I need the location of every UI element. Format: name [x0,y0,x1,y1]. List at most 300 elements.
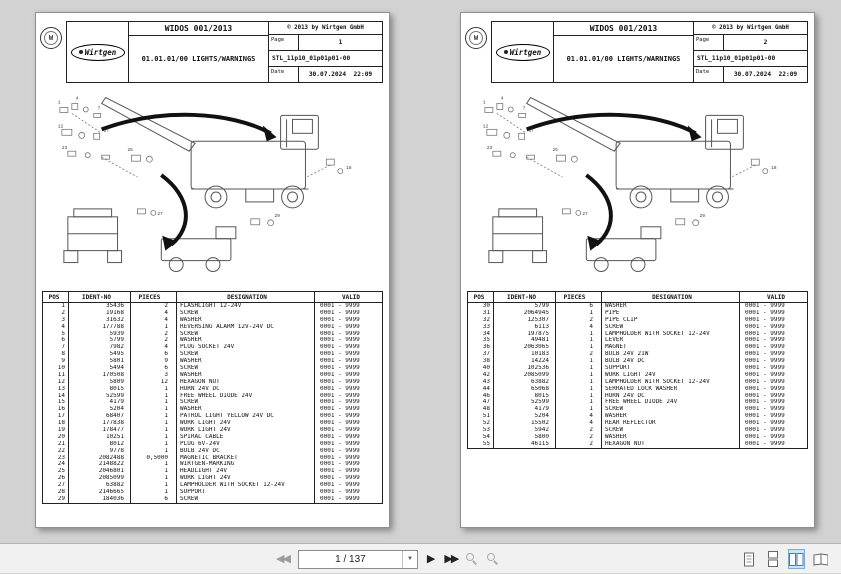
table-cell: 0,5000 [131,455,177,462]
table-cell: 6 [556,303,602,310]
book-view-icon[interactable] [812,549,829,569]
table-cell: 0001 - 9999 [320,482,360,489]
table-cell: 0001 - 9999 [320,447,360,454]
table-cell: FREE WHEEL DIODE 24V [602,399,740,406]
table-cell: 43 [468,379,494,386]
header-middle-cell [554,22,694,82]
table-row [43,303,382,310]
table-row [43,351,382,358]
table-cell: 0001 - 9999 [745,420,785,427]
table-row [468,420,807,427]
zoom-in-icon[interactable] [487,553,499,565]
table-cell: WASHER [177,372,315,379]
table-cell: 0001 - 9999 [320,371,360,378]
table-cell: 2085099 [494,372,556,379]
table-cell: 53 [468,427,494,434]
table-cell: BULB 24V DC [602,358,740,365]
table-cell: LEVER [602,337,740,344]
table-cell: 2146665 [69,489,131,496]
table-cell: WASHER [602,303,740,310]
table-cell: 36 [468,344,494,351]
table-cell: 0001 - 9999 [320,323,360,330]
header-right-cell [694,22,807,82]
table-row [468,427,807,434]
table-cell: 10 [43,365,69,372]
table-cell: 0001 - 9999 [320,330,360,337]
table-cell: 1 [131,461,177,468]
date-label: Date [269,67,299,82]
doc-title: WIDOS 001/2013 [129,22,268,36]
table-cell: REAR REFLECTOR [602,420,740,427]
table-cell: 1 [131,468,177,475]
table-cell: PIPE [602,310,740,317]
table-cell: 4179 [494,406,556,413]
table-cell: 1 [131,475,177,482]
table-cell: 12 [131,379,177,386]
table-cell: 1 [556,344,602,351]
table-cell: 2082488 [69,455,131,462]
column-header: POS [43,292,69,302]
table-cell: 49481 [494,337,556,344]
viewer-toolbar [0,543,841,573]
table-cell: 0001 - 9999 [320,316,360,323]
table-cell: 5799 [69,337,131,344]
table-row [468,386,807,393]
table-cell: 7982 [69,344,131,351]
table-row [43,310,382,317]
table-cell: 7 [43,344,69,351]
table-cell: 19168 [69,310,131,317]
table-row [43,489,382,496]
page-number-value: 1 [338,39,343,46]
table-cell: 1 [43,303,69,310]
table-cell: 52599 [69,393,131,400]
table-cell: SCREW [177,365,315,372]
table-cell: 0001 - 9999 [745,344,785,351]
table-row [468,344,807,351]
table-row [468,434,807,441]
doc-code: STL_11p10_01p01p01-00 [269,51,382,67]
table-cell: REVERSING ALARM 12V-24V DC [177,324,315,331]
table-cell: 2046801 [69,468,131,475]
page-navigation [276,544,499,574]
table-cell: 0001 - 9999 [745,378,785,385]
table-cell: 1 [131,448,177,455]
table-row [43,365,382,372]
table-row [468,406,807,413]
table-cell: 33 [468,324,494,331]
copyright-text: © 2013 by Wirtgen GmbH [269,22,382,35]
table-cell: 28 [43,489,69,496]
table-row [43,455,382,462]
table-cell: 0001 - 9999 [320,433,360,440]
table-row [468,379,807,386]
table-cell: 37 [468,351,494,358]
column-header: VALID [766,294,786,301]
table-cell: SUPPORT [177,489,315,496]
table-cell: 1 [131,413,177,420]
table-cell: 1 [556,365,602,372]
table-row [468,303,807,310]
table-cell: WORK LIGHT 24V [177,427,315,434]
table-cell: 8015 [494,393,556,400]
facing-pages-view-icon[interactable] [788,549,805,569]
table-cell: 2 [556,441,602,448]
pdf-page-2 [460,12,815,528]
table-cell: SCREW [602,427,740,434]
table-cell: 0001 - 9999 [745,303,785,309]
table-row [43,317,382,324]
date-label: Date [694,67,724,82]
table-cell: 3 [43,317,69,324]
table-cell: 0001 - 9999 [320,489,360,496]
table-cell: 2085099 [69,475,131,482]
table-row [43,434,382,441]
table-cell: WASHER [177,317,315,324]
page-label: Page [694,35,724,50]
table-cell: 23 [43,455,69,462]
table-cell: 5204 [494,413,556,420]
parts-table-header [468,292,807,303]
header-middle-cell [129,22,269,82]
table-row [43,420,382,427]
table-cell: 44 [468,386,494,393]
table-cell: 0001 - 9999 [320,351,360,358]
table-cell: 55 [468,441,494,448]
section-title: 01.01.01/00 LIGHTS/WARNINGS [566,55,681,63]
table-cell: 4179 [69,399,131,406]
table-cell: 1 [556,406,602,413]
table-cell: 0001 - 9999 [320,337,360,344]
table-cell: 9778 [69,448,131,455]
table-cell: 5799 [494,303,556,310]
table-cell: 2063065 [494,344,556,351]
pdf-page-1 [35,12,390,528]
table-cell: 5800 [494,434,556,441]
table-cell: 4 [556,324,602,331]
table-cell: 22 [43,448,69,455]
table-cell: 0001 - 9999 [320,413,360,420]
view-mode-buttons [740,544,829,574]
date-row [694,67,807,82]
page-number-box[interactable] [298,550,418,569]
first-page-button[interactable]: ◀◀ [276,552,289,565]
table-cell: 0001 - 9999 [745,316,785,323]
table-row [468,365,807,372]
table-cell: 1 [556,399,602,406]
table-cell: 0001 - 9999 [745,413,785,420]
table-cell: 65068 [494,386,556,393]
table-cell: 31 [468,310,494,317]
table-cell: 63882 [494,379,556,386]
table-cell: 35 [468,337,494,344]
table-cell: 2 [556,351,602,358]
table-cell: 1 [556,393,602,400]
table-cell: 1 [131,420,177,427]
table-row [468,393,807,400]
table-cell: 178477 [69,427,131,434]
table-cell: 32 [468,317,494,324]
table-row [43,427,382,434]
table-cell: SUPPORT [602,365,740,372]
table-cell: 1 [556,337,602,344]
table-row [43,475,382,482]
table-cell: LAMPHOLDER WITH SOCKET 12-24V [177,482,315,489]
page-number-row [269,35,382,51]
table-cell: 0001 - 9999 [320,365,360,372]
table-cell: 35436 [69,303,131,310]
table-cell: SCREW [177,496,315,503]
table-cell: 8012 [69,441,131,448]
table-cell: 197875 [494,331,556,338]
section-title: 01.01.01/00 LIGHTS/WARNINGS [141,55,256,63]
table-cell: 1 [556,386,602,393]
table-cell: 0001 - 9999 [745,309,785,316]
table-cell: 63882 [69,482,131,489]
table-cell: SPIRAL CABLE [177,434,315,441]
parts-table-body [43,303,382,503]
table-cell: SCREW [177,331,315,338]
table-cell: HORN 24V DC [177,386,315,393]
table-cell: 68407 [69,413,131,420]
table-cell: WORK LIGHT 24V [177,475,315,482]
table-cell: 46115 [494,441,556,448]
table-row [43,482,382,489]
table-cell: 1 [556,310,602,317]
table-cell: PLUG SOCKET 24V [177,344,315,351]
table-cell: 0001 - 9999 [320,344,360,351]
table-cell: 5801 [69,358,131,365]
date-value: 30.07.2024 22:09 [308,71,373,78]
table-cell: FREE WHEEL DIODE 24V [177,393,315,400]
table-cell: 0001 - 9999 [745,330,785,337]
wirtgen-badge-icon: W [465,27,487,49]
table-cell: 177838 [69,420,131,427]
table-row [43,379,382,386]
wirtgen-badge-icon: W [40,27,62,49]
table-cell: 0001 - 9999 [745,337,785,344]
column-header: IDENT-NO [494,292,556,302]
table-cell: 2 [131,303,177,310]
table-row [43,399,382,406]
table-cell: 0001 - 9999 [745,392,785,399]
table-cell: LAMPHOLDER WITH SOCKET 12-24V [602,379,740,386]
table-cell: 6 [131,496,177,503]
table-cell: 14224 [494,358,556,365]
table-row [43,386,382,393]
table-cell: 1 [556,358,602,365]
table-cell: 10251 [69,434,131,441]
table-cell: 38 [468,358,494,365]
table-cell: 5939 [69,331,131,338]
table-cell: HEXAGON NUT [177,379,315,386]
table-cell: 54 [468,434,494,441]
column-header: DESIGNATION [177,292,315,302]
table-row [43,344,382,351]
next-page-button[interactable]: ▶ [426,552,436,565]
table-cell: 0001 - 9999 [320,475,360,482]
date-value: 30.07.2024 22:09 [733,71,798,78]
table-cell: 2148822 [69,461,131,468]
table-cell: 1 [556,372,602,379]
column-header: PIECES [131,292,177,302]
continuous-scroll-view-icon[interactable] [764,549,781,569]
table-row [43,324,382,331]
table-cell: 4 [556,420,602,427]
table-cell: MAGNET [602,344,740,351]
doc-title: WIDOS 001/2013 [554,22,693,36]
table-cell: 0001 - 9999 [745,351,785,358]
table-cell: 0001 - 9999 [320,399,360,406]
table-cell: 30 [468,303,494,310]
table-row [43,441,382,448]
table-cell: LAMPHOLDER WITH SOCKET 12-24V [602,331,740,338]
table-cell: 6 [131,365,177,372]
table-cell: 2 [131,331,177,338]
table-row [43,393,382,400]
table-cell: 1 [131,406,177,413]
table-cell: FLASHLIGHT 12-24V [177,303,315,310]
table-row [468,351,807,358]
table-cell: 0001 - 9999 [745,323,785,330]
table-cell: 4 [556,413,602,420]
column-header: PIECES [556,292,602,302]
parts-table [42,291,383,504]
table-cell: 0001 - 9999 [745,399,785,406]
table-cell: 34 [468,331,494,338]
table-cell: 20 [43,434,69,441]
logo-dot-icon [79,50,83,54]
table-cell: 0001 - 9999 [320,454,360,461]
table-cell: 2 [556,427,602,434]
table-cell: 1 [131,434,177,441]
zoom-out-icon[interactable] [466,553,478,565]
page-header [491,21,808,83]
table-cell: 8015 [69,386,131,393]
table-cell: 12 [43,379,69,386]
table-cell: 5942 [494,427,556,434]
table-cell: 1 [131,324,177,331]
parts-table-header [43,292,382,303]
table-cell: PLUG 6V-24V [177,441,315,448]
table-cell: 2 [131,337,177,344]
page-number-input[interactable] [299,554,402,565]
table-cell: 5494 [69,365,131,372]
table-cell: SCREW [602,324,740,331]
table-row [468,337,807,344]
table-cell: 2 [43,310,69,317]
table-cell: 3 [131,372,177,379]
table-row [43,358,382,365]
table-cell: 2 [556,434,602,441]
table-cell: 1 [131,489,177,496]
table-cell: 29 [43,496,69,503]
table-cell: 52 [468,420,494,427]
column-header: IDENT-NO [69,292,131,302]
table-cell: 16 [43,406,69,413]
table-cell: 18 [43,420,69,427]
table-cell: HEXAGON NUT [602,441,740,448]
last-page-button[interactable]: ▶▶ [444,552,458,565]
table-cell: SCREW [177,399,315,406]
column-header: VALID [341,294,361,301]
table-cell: 0001 - 9999 [320,461,360,468]
table-cell: 0001 - 9999 [320,406,360,413]
table-cell: 19 [43,427,69,434]
table-cell: 24 [43,461,69,468]
table-cell: 0001 - 9999 [745,427,785,434]
table-row [43,372,382,379]
table-cell: 15 [43,399,69,406]
column-header: POS [468,292,494,302]
table-cell: MAGNETIC BRACKET [177,455,315,462]
table-cell: 0001 - 9999 [320,385,360,392]
column-header: DESIGNATION [602,292,740,302]
table-cell: 0001 - 9999 [745,440,785,447]
table-cell: 4 [131,317,177,324]
table-row [468,441,807,448]
table-cell: WASHER [177,358,315,365]
logo-text: Wirtgen [509,47,542,57]
page-header [66,21,383,83]
table-cell: 0001 - 9999 [745,371,785,378]
page-number-row [694,35,807,51]
table-cell: 25 [43,468,69,475]
table-cell: 42 [468,372,494,379]
table-cell: 6113 [494,324,556,331]
table-cell: PATROL LIGHT YELLOW 24V DC [177,413,315,420]
table-cell: 1 [131,393,177,400]
table-cell: 8 [43,351,69,358]
table-cell: 27 [43,482,69,489]
table-cell: 125307 [494,317,556,324]
table-cell: 15502 [494,420,556,427]
table-cell: 9 [131,358,177,365]
table-row [43,337,382,344]
single-page-view-icon[interactable] [740,549,757,569]
table-cell: 1 [131,441,177,448]
table-cell: 170508 [69,372,131,379]
table-cell: 0001 - 9999 [745,365,785,372]
table-cell: 17 [43,413,69,420]
table-cell: 0001 - 9999 [320,427,360,434]
table-row [468,358,807,365]
table-cell: 5204 [69,406,131,413]
table-cell: 5809 [69,379,131,386]
table-cell: SERRATED LOCK WASHER [602,386,740,393]
table-cell: 184036 [69,496,131,503]
table-cell: 46 [468,393,494,400]
logo-text: Wirtgen [84,47,117,57]
table-cell: WASHER [177,337,315,344]
table-row [43,496,382,503]
table-cell: 40 [468,365,494,372]
table-cell: 1 [131,482,177,489]
table-row [468,372,807,379]
table-cell: SCREW [177,310,315,317]
table-cell: HEADLIGHT 24V [177,468,315,475]
page-dropdown-caret-icon[interactable]: ▼ [402,551,417,568]
table-cell: 0001 - 9999 [320,303,360,309]
table-cell: BULB 24V 21W [602,351,740,358]
table-cell: 0001 - 9999 [745,406,785,413]
table-cell: 0001 - 9999 [320,392,360,399]
header-right-cell [269,22,382,82]
table-row [43,468,382,475]
table-cell: 4 [131,310,177,317]
table-cell: 0001 - 9999 [320,378,360,385]
parts-diagram [467,89,808,287]
